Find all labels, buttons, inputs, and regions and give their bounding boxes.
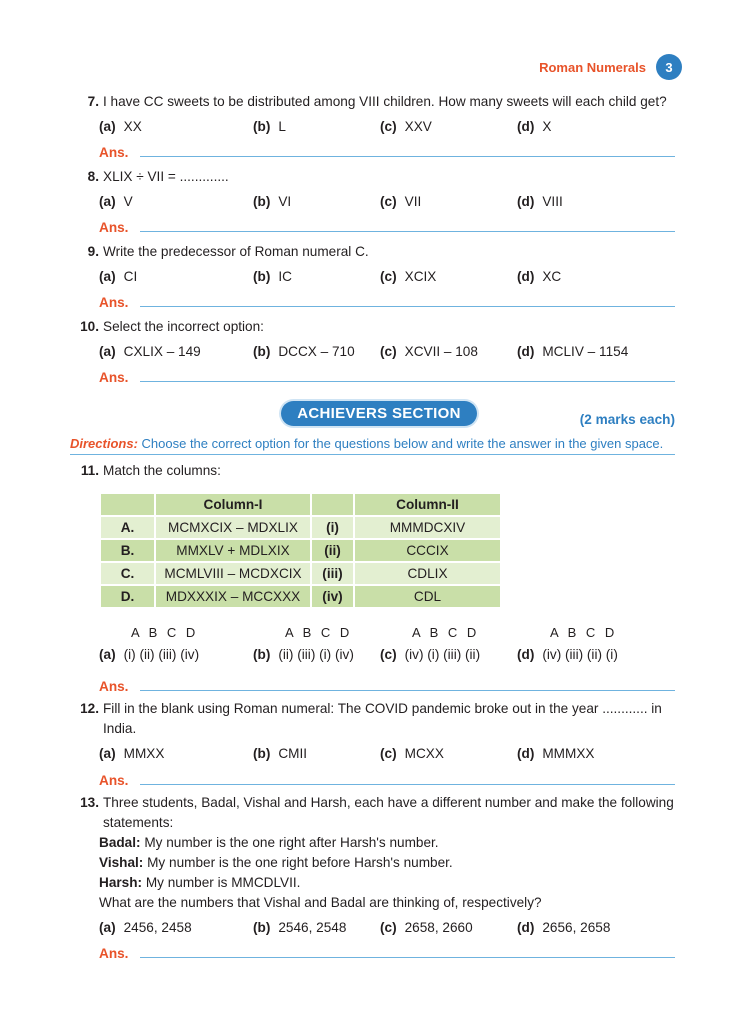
option-a[interactable]: (a) MMXX: [99, 745, 165, 761]
question-10: [70, 317, 680, 361]
option-d[interactable]: (d) MMMXX: [517, 745, 595, 761]
column-i-header: Column-I: [156, 494, 310, 515]
statement-harsh: Harsh: My number is MMCDLVII.: [99, 875, 301, 890]
options: [99, 116, 680, 136]
answer-line[interactable]: Ans.: [99, 290, 675, 310]
column-ii-header: Column-II: [355, 494, 500, 515]
marks-label: (2 marks each): [579, 412, 675, 427]
question-9: [70, 242, 680, 286]
question-7: [70, 92, 680, 136]
question-number: 13.: [80, 795, 99, 810]
options: [99, 743, 680, 763]
question-text: Match the columns:: [103, 463, 221, 478]
option-a[interactable]: (a) XX: [99, 118, 142, 134]
question-13: [70, 793, 680, 937]
option-b[interactable]: (b) IC: [253, 268, 292, 284]
option-d[interactable]: (d) X: [517, 118, 552, 134]
table-row: B. MMXLV + MDLXIX (ii) CCCIX: [101, 540, 500, 561]
option-b[interactable]: (b) VI: [253, 193, 292, 209]
question-text: Three students, Badal, Vishal and Harsh, each have a different number and make the following statements:: [103, 795, 674, 830]
section-banner: ACHIEVERS SECTION: [281, 401, 477, 426]
question-8: [70, 167, 680, 211]
match-table: [99, 492, 502, 609]
option-a[interactable]: (a) (i) (ii) (iii) (iv): [99, 646, 200, 662]
page-number: 3: [656, 54, 682, 80]
options: [99, 266, 680, 286]
abcd-header: A B C D: [285, 625, 350, 640]
abcd-header: A B C D: [131, 625, 196, 640]
option-b[interactable]: (b) L: [253, 118, 286, 134]
option-c[interactable]: (c) XCVII – 108: [380, 343, 478, 359]
options: [99, 341, 680, 361]
option-a[interactable]: (a) V: [99, 193, 133, 209]
question-prompt: What are the numbers that Vishal and Badal are thinking of, respectively?: [99, 895, 542, 910]
abcd-header: A B C D: [550, 625, 615, 640]
option-d[interactable]: (d) VIII: [517, 193, 563, 209]
option-c[interactable]: (c) VII: [380, 193, 422, 209]
question-number: 9.: [87, 244, 99, 259]
answer-line[interactable]: Ans.: [99, 215, 675, 235]
question-text: XLIX ÷ VII = .............: [103, 169, 229, 184]
table-row: D. MDXXXIX – MCCXXX (iv) CDL: [101, 586, 500, 607]
answer-line[interactable]: Ans.: [99, 768, 675, 788]
question-number: 12.: [80, 701, 99, 716]
answer-line[interactable]: Ans.: [99, 674, 675, 694]
table-header-row: [101, 494, 500, 515]
question-number: 10.: [80, 319, 99, 334]
question-text: Select the incorrect option:: [103, 319, 264, 334]
answer-line[interactable]: Ans.: [99, 365, 675, 385]
option-b[interactable]: (b) 2546, 2548: [253, 919, 347, 935]
option-d[interactable]: (d) MCLIV – 1154: [517, 343, 629, 359]
option-d[interactable]: (d) (iv) (iii) (ii) (i): [517, 646, 618, 662]
directions: Directions: Choose the correct option for the questions below and write the answer in the given space.: [70, 436, 675, 455]
question-text: Write the predecessor of Roman numeral C.: [103, 244, 369, 259]
statement-badal: Badal: My number is the one right after Harsh's number.: [99, 835, 439, 850]
page-header: [539, 54, 682, 80]
option-b[interactable]: (b) (ii) (iii) (i) (iv): [253, 646, 354, 662]
option-d[interactable]: (d) XC: [517, 268, 562, 284]
option-b[interactable]: (b) DCCX – 710: [253, 343, 355, 359]
table-row: C. MCMLVIII – MCDXCIX (iii) CDLIX: [101, 563, 500, 584]
option-c[interactable]: (c) (iv) (i) (iii) (ii): [380, 646, 481, 662]
option-c[interactable]: (c) XCIX: [380, 268, 437, 284]
options: [99, 191, 680, 211]
question-number: 7.: [87, 94, 99, 109]
answer-line[interactable]: Ans.: [99, 941, 675, 961]
question-11: [70, 461, 680, 481]
option-c[interactable]: (c) MCXX: [380, 745, 444, 761]
option-c[interactable]: (c) XXV: [380, 118, 432, 134]
question-12: [70, 699, 680, 763]
question-text: Fill in the blank using Roman numeral: The COVID pandemic broke out in the year ............ in India.: [103, 701, 662, 736]
abcd-header: A B C D: [412, 625, 477, 640]
statement-vishal: Vishal: My number is the one right before Harsh's number.: [99, 855, 453, 870]
options: [99, 917, 680, 937]
option-a[interactable]: (a) CI: [99, 268, 138, 284]
question-11-options: [70, 622, 680, 664]
option-c[interactable]: (c) 2658, 2660: [380, 919, 473, 935]
table-row: A. MCMXCIX – MDXLIX (i) MMMDCXIV: [101, 517, 500, 538]
options: [99, 644, 680, 664]
option-a[interactable]: (a) 2456, 2458: [99, 919, 192, 935]
chapter-title: Roman Numerals: [539, 59, 646, 75]
answer-line[interactable]: Ans.: [99, 140, 675, 160]
question-number: 11.: [80, 463, 99, 478]
option-d[interactable]: (d) 2656, 2658: [517, 919, 611, 935]
option-a[interactable]: (a) CXLIX – 149: [99, 343, 201, 359]
question-text: I have CC sweets to be distributed among VIII children. How many sweets will each child get?: [103, 94, 667, 109]
option-b[interactable]: (b) CMII: [253, 745, 308, 761]
question-number: 8.: [87, 169, 99, 184]
